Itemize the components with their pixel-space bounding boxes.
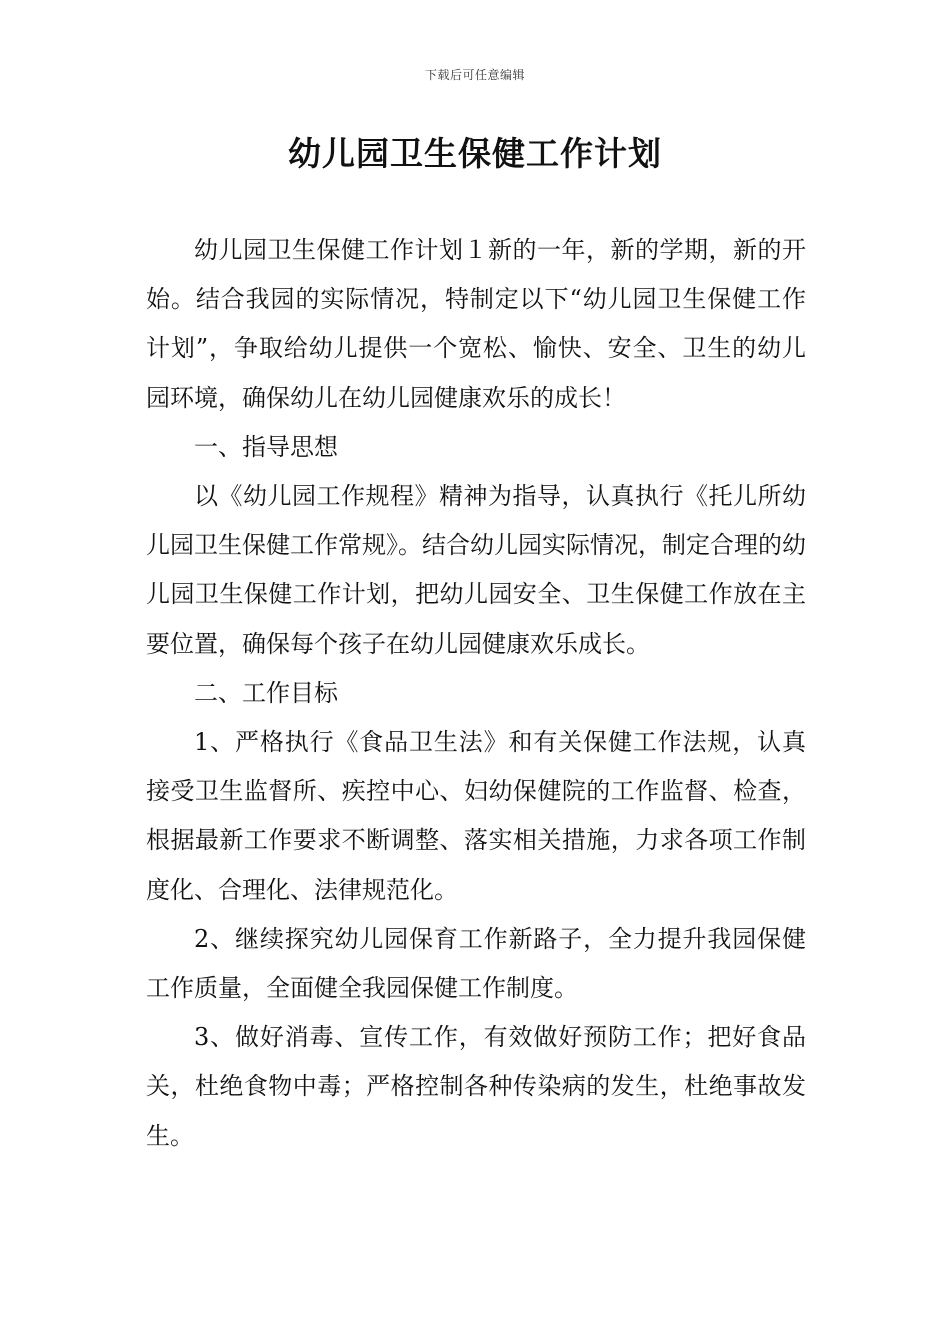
header-note: 下载后可任意编辑 <box>424 68 525 82</box>
paragraph-guiding-ideology: 以《幼儿园工作规程》精神为指导，认真执行《托儿所幼儿园卫生保健工作常规》。结合幼儿园实际情况，制定合理的幼儿园卫生保健工作计划，把幼儿园安全、卫生保健工作放在主要位置，确保每个孩子在幼儿园健康欢乐成长。 <box>146 482 806 658</box>
paragraph-intro: 幼儿园卫生保健工作计划１新的一年，新的学期，新的开始。结合我园的实际情况，特制定以下“幼儿园卫生保健工作计划”，争取给幼儿提供一个宽松、愉快、安全、卫生的幼儿园环境，确保幼儿在幼儿园健康欢乐的成长！ <box>146 236 806 412</box>
page-title: 幼儿园卫生保健工作计划 <box>288 134 662 173</box>
paragraph-goal-2: 2、继续探究幼儿园保育工作新路子，全力提升我园保健工作质量，全面健全我园保健工作制度。 <box>146 924 806 1003</box>
paragraph-goal-1: 1、严格执行《食品卫生法》和有关保健工作法规，认真接受卫生监督所、疾控中心、妇幼保健院的工作监督、检查，根据最新工作要求不断调整、落实相关措施，力求各项工作制度化、合理化、法律规范化。 <box>146 728 806 904</box>
document-body <box>146 226 806 1161</box>
section-heading-work-goals: 二、工作目标 <box>194 678 338 707</box>
section-heading-guiding-ideology: 一、指导思想 <box>194 432 338 461</box>
paragraph-goal-3: 3、做好消毒、宣传工作，有效做好预防工作；把好食品关，杜绝食物中毒；严格控制各种传染病的发生，杜绝事故发生。 <box>146 1023 806 1150</box>
